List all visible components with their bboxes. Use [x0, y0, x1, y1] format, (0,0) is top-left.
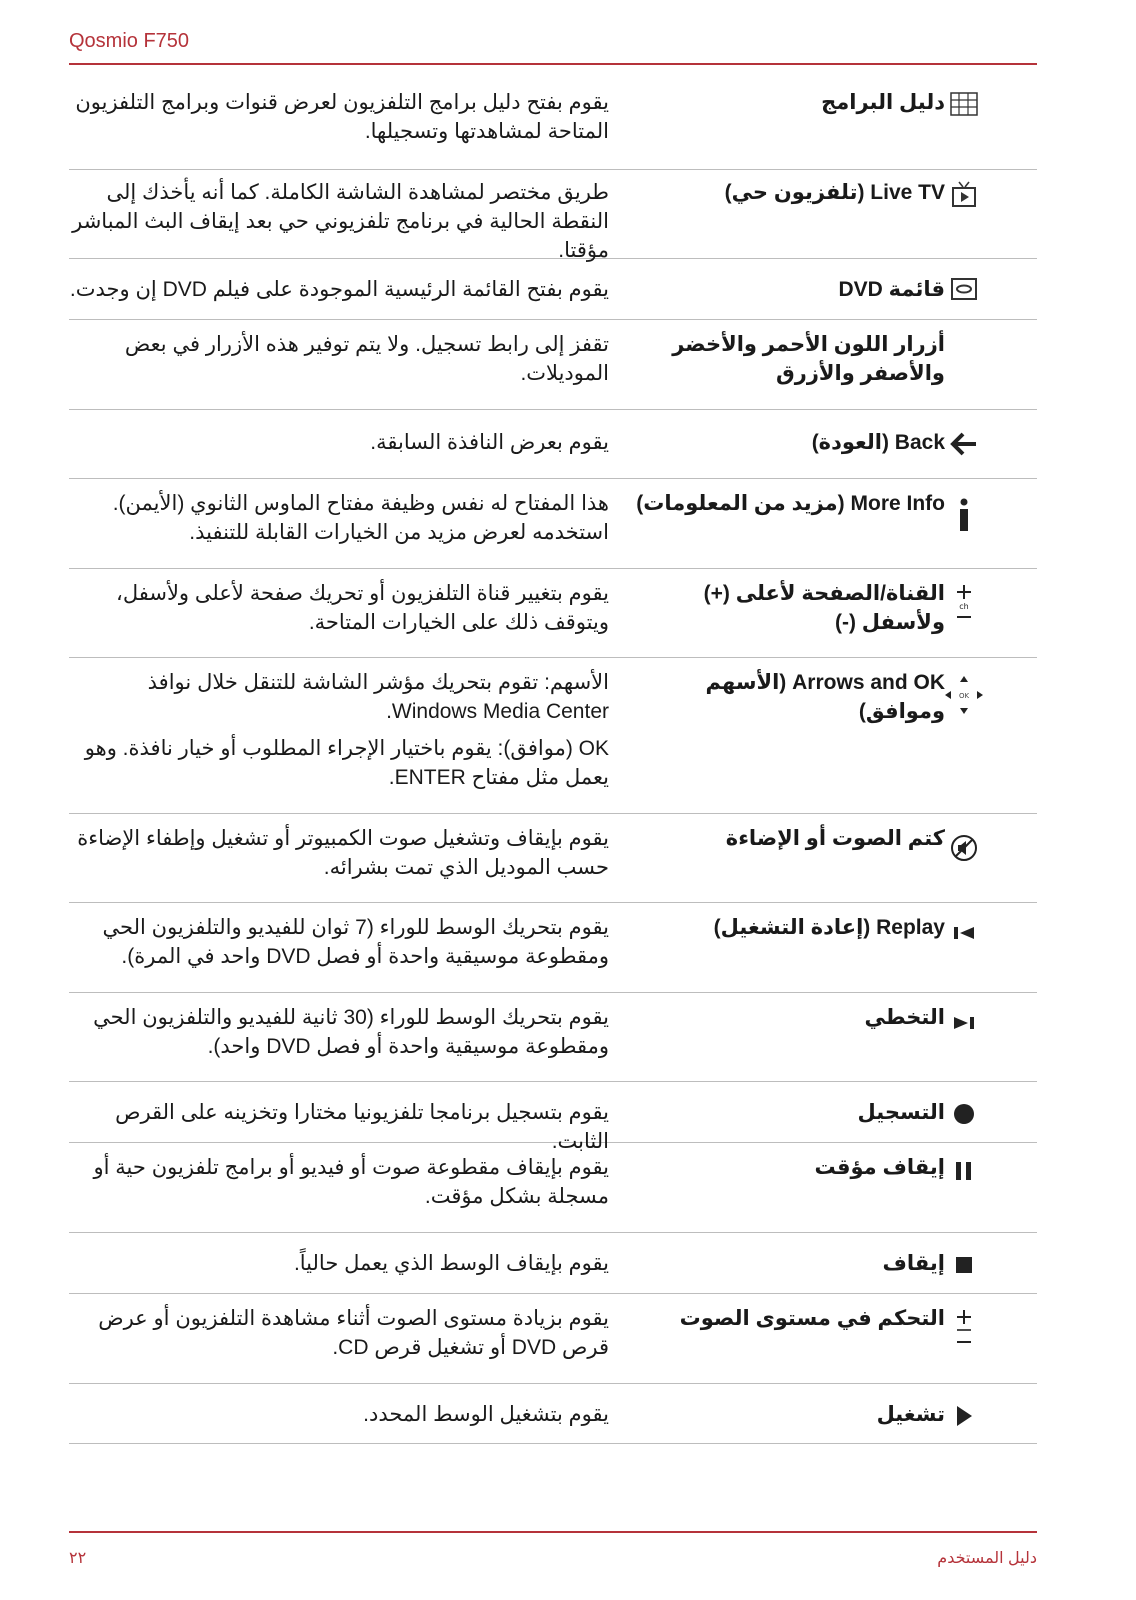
table-row	[69, 320, 1037, 410]
document-title: Qosmio F750	[69, 30, 190, 52]
table-row	[69, 80, 1037, 170]
row-description: يقوم بإيقاف الوسط الذي يعمل حالياً.	[293, 1252, 609, 1275]
table-row	[69, 259, 1037, 320]
remote-buttons-table	[69, 80, 1037, 1444]
mute-icon	[939, 828, 989, 868]
row-button-name: تشغيل	[876, 1403, 945, 1426]
more-info-icon	[939, 495, 989, 535]
table-row	[69, 569, 1037, 658]
table-row	[69, 903, 1037, 993]
row-button-name: إيقاف مؤقت	[814, 1156, 945, 1179]
arrows-ok-icon	[939, 670, 989, 720]
row-description: يقوم بإيقاف وتشغيل صوت الكمبيوتر أو تشغيل وإطفاء الإضاءة حسب الموديل الذي تمت بشرائه.	[77, 827, 609, 879]
row-button-name: Live TV (تلفزيون حي)	[724, 181, 945, 204]
table-row	[69, 479, 1037, 569]
row-button-name: أزرار اللون الأحمر والأخضر والأصفر والأزرق	[672, 333, 945, 385]
row-button-name: إيقاف	[882, 1252, 945, 1275]
channel-page-icon	[939, 583, 989, 623]
table-row	[69, 410, 1037, 479]
replay-icon	[939, 913, 989, 953]
table-row	[69, 1294, 1037, 1384]
live-tv-icon	[939, 174, 989, 214]
row-button-name: كتم الصوت أو الإضاءة	[725, 827, 945, 850]
page-number: ٢٢	[69, 1550, 87, 1567]
table-row	[69, 1082, 1037, 1153]
row-description: هذا المفتاح له نفس وظيفة مفتاح الماوس الثانوي (الأيمن). استخدمه لعرض مزيد من الخيارات القابلة للتنفيذ.	[112, 492, 609, 544]
table-row	[69, 1233, 1037, 1294]
stop-icon	[939, 1245, 989, 1285]
row-description: يقوم بإيقاف مقطوعة صوت أو فيديو أو برامج تلفزيون حية أو مسجلة بشكل مؤقت.	[93, 1156, 609, 1208]
row-description: تقفز إلى رابط تسجيل. ولا يتم توفير هذه الأزرار في بعض الموديلات.	[124, 333, 609, 385]
row-description: يقوم بتشغيل الوسط المحدد.	[363, 1403, 609, 1426]
row-button-name: قائمة DVD	[838, 278, 945, 301]
table-row	[69, 1143, 1037, 1233]
row-button-name: التسجيل	[857, 1101, 945, 1124]
table-row	[69, 1384, 1037, 1444]
row-description: يقوم بتغيير قناة التلفزيون أو تحريك صفحة لأعلى ولأسفل، ويتوقف ذلك على الخيارات المتاحة.	[116, 582, 609, 634]
row-description: يقوم بفتح القائمة الرئيسية الموجودة على فيلم DVD إن وجدت.	[69, 278, 609, 301]
row-description: الأسهم: تقوم بتحريك مؤشر الشاشة للتنقل خلال نوافذ Windows Media Center. OK (موافق): يقوم باختيار الإجراء المطلوب أو خيار نافذة. وهو يعمل مثل مفتاح ENTER.	[84, 671, 609, 789]
row-button-name: التحكم في مستوى الصوت	[679, 1307, 945, 1330]
record-icon	[939, 1094, 989, 1134]
row-button-name: القناة/الصفحة لأعلى (+) ولأسفل (-)	[703, 582, 945, 634]
row-button-name: More Info (مزيد من المعلومات)	[636, 492, 945, 515]
row-button-name: دليل البرامج	[821, 91, 945, 114]
row-description: يقوم بتحريك الوسط للوراء (7 ثوان للفيديو والتلفزيون الحي ومقطوعة موسيقية واحدة أو فصل DVD واحد في المرة).	[102, 916, 609, 968]
footer-divider	[69, 1531, 1037, 1533]
row-description: يقوم بفتح دليل برامج التلفزيون لعرض قنوات وبرامج التلفزيون المتاحة لمشاهدتها وتسجيلها.	[75, 91, 609, 143]
row-button-name: Arrows and OK (الأسهم وموافق)	[705, 671, 945, 723]
play-icon	[939, 1396, 989, 1436]
dvd-menu-icon	[939, 269, 989, 309]
row-button-name: Replay (إعادة التشغيل)	[713, 916, 945, 939]
svg-text:OK: OK	[958, 692, 970, 700]
table-row	[69, 814, 1037, 903]
table-row	[69, 993, 1037, 1082]
volume-icon	[939, 1308, 989, 1348]
row-button-name: التخطي	[864, 1006, 945, 1029]
table-row	[69, 658, 1037, 814]
svg-text:ch: ch	[959, 602, 969, 611]
tv-guide-grid-icon	[939, 84, 989, 124]
header-divider	[69, 63, 1037, 65]
row-description: يقوم بزيادة مستوى الصوت أثناء مشاهدة التلفزيون أو عرض قرص DVD أو تشغيل قرص CD.	[98, 1307, 609, 1359]
footer-label: دليل المستخدم	[937, 1550, 1037, 1567]
pause-icon	[939, 1151, 989, 1191]
row-description: يقوم بتسجيل برنامجا تلفزيونيا مختارا وتخزينه على القرص الثابت.	[115, 1101, 609, 1153]
row-description: طريق مختصر لمشاهدة الشاشة الكاملة. كما أنه يأخذك إلى النقطة الحالية في برنامج تلفزيوني حي بعد إيقاف البث المباشر مؤقتا.	[72, 181, 609, 262]
table-row	[69, 170, 1037, 262]
row-description: يقوم بتحريك الوسط للوراء (30 ثانية للفيديو والتلفزيون الحي ومقطوعة موسيقية واحدة أو فصل DVD واحد).	[93, 1006, 609, 1058]
back-arrow-icon	[939, 424, 989, 464]
skip-icon	[939, 1003, 989, 1043]
row-button-name: Back (العودة)	[811, 431, 945, 454]
row-description: يقوم بعرض النافذة السابقة.	[370, 431, 609, 454]
